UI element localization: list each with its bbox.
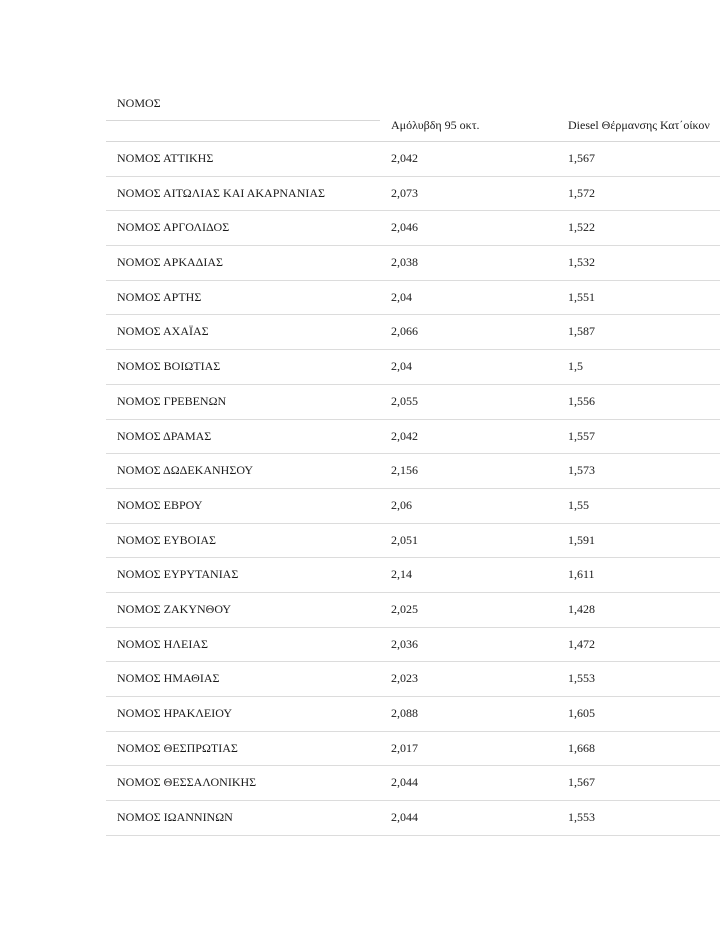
diesel-price-cell: 1,556 xyxy=(568,393,595,408)
diesel-price-cell: 1,5 xyxy=(568,359,583,374)
column-header-prefecture: ΝΟΜΟΣ xyxy=(117,96,161,110)
diesel-price-cell: 1,572 xyxy=(568,185,595,200)
table-row xyxy=(106,593,720,628)
unleaded-price-cell: 2,04 xyxy=(391,289,412,304)
unleaded-price-cell: 2,036 xyxy=(391,636,418,651)
prefecture-name-cell: ΝΟΜΟΣ ΗΛΕΙΑΣ xyxy=(117,636,208,651)
unleaded-price-cell: 2,042 xyxy=(391,428,418,443)
diesel-price-cell: 1,668 xyxy=(568,740,595,755)
table-body xyxy=(106,142,720,836)
table-row xyxy=(106,524,720,559)
diesel-price-cell: 1,553 xyxy=(568,810,595,825)
prefecture-name-cell: ΝΟΜΟΣ ΗΡΑΚΛΕΙΟΥ xyxy=(117,706,232,720)
diesel-price-cell: 1,557 xyxy=(568,428,595,443)
prefecture-name-cell: ΝΟΜΟΣ ΑΙΤΩΛΙΑΣ ΚΑΙ ΑΚΑΡΝΑΝΙΑΣ xyxy=(117,185,326,200)
unleaded-price-cell: 2,04 xyxy=(391,359,412,374)
diesel-price-cell: 1,472 xyxy=(568,636,595,651)
diesel-price-cell: 1,605 xyxy=(568,706,595,720)
table-row xyxy=(106,697,720,732)
diesel-price-cell: 1,567 xyxy=(568,151,595,165)
table-row xyxy=(106,385,720,420)
unleaded-price-cell: 2,14 xyxy=(391,567,412,582)
table-header xyxy=(106,90,720,142)
unleaded-price-cell: 2,06 xyxy=(391,497,412,512)
table-row xyxy=(106,246,720,281)
diesel-price-cell: 1,573 xyxy=(568,463,595,478)
column-header-heating-diesel: Diesel Θέρμανσης Κατ΄οίκον xyxy=(568,118,710,132)
table-row xyxy=(106,662,720,697)
table-row xyxy=(106,211,720,246)
table-row xyxy=(106,628,720,663)
table-row xyxy=(106,420,720,455)
diesel-price-cell: 1,587 xyxy=(568,324,595,339)
prefecture-name-cell: ΝΟΜΟΣ ΖΑΚΥΝΘΟΥ xyxy=(117,601,232,616)
diesel-price-cell: 1,567 xyxy=(568,775,595,790)
prefecture-name-cell: ΝΟΜΟΣ ΒΟΙΩΤΙΑΣ xyxy=(117,359,221,374)
table-row xyxy=(106,281,720,316)
prefecture-name-cell: ΝΟΜΟΣ ΘΕΣΠΡΩΤΙΑΣ xyxy=(117,740,238,755)
table-row xyxy=(106,489,720,524)
table-row xyxy=(106,350,720,385)
prefecture-name-cell: ΝΟΜΟΣ ΙΩΑΝΝΙΝΩΝ xyxy=(117,810,233,825)
diesel-price-cell: 1,591 xyxy=(568,532,595,547)
prefecture-name-cell: ΝΟΜΟΣ ΗΜΑΘΙΑΣ xyxy=(117,671,220,686)
diesel-price-cell: 1,611 xyxy=(568,567,595,582)
prefecture-name-cell: ΝΟΜΟΣ ΑΧΑΪΑΣ xyxy=(117,324,209,339)
prefecture-name-cell: ΝΟΜΟΣ ΑΡΚΑΔΙΑΣ xyxy=(117,255,224,270)
prefecture-name-cell: ΝΟΜΟΣ ΕΒΡΟΥ xyxy=(117,497,203,512)
table-row xyxy=(106,732,720,767)
diesel-price-cell: 1,553 xyxy=(568,671,595,686)
prefecture-name-cell: ΝΟΜΟΣ ΑΡΤΗΣ xyxy=(117,289,202,304)
prefecture-name-cell: ΝΟΜΟΣ ΕΥΡΥΤΑΝΙΑΣ xyxy=(117,567,239,582)
unleaded-price-cell: 2,038 xyxy=(391,255,418,270)
table-row xyxy=(106,454,720,489)
unleaded-price-cell: 2,066 xyxy=(391,324,418,339)
diesel-price-cell: 1,428 xyxy=(568,601,595,616)
prefecture-name-cell: ΝΟΜΟΣ ΕΥΒΟΙΑΣ xyxy=(117,532,216,547)
unleaded-price-cell: 2,042 xyxy=(391,151,418,165)
prefecture-name-cell: ΝΟΜΟΣ ΑΤΤΙΚΗΣ xyxy=(117,151,214,165)
unleaded-price-cell: 2,055 xyxy=(391,393,418,408)
unleaded-price-cell: 2,051 xyxy=(391,532,418,547)
table-row xyxy=(106,558,720,593)
column-header-unleaded-95: Αμόλυβδη 95 οκτ. xyxy=(391,118,480,132)
diesel-price-cell: 1,532 xyxy=(568,255,595,270)
unleaded-price-cell: 2,017 xyxy=(391,740,418,755)
prefecture-name-cell: ΝΟΜΟΣ ΓΡΕΒΕΝΩΝ xyxy=(117,393,227,408)
unleaded-price-cell: 2,044 xyxy=(391,810,418,825)
diesel-price-cell: 1,551 xyxy=(568,289,595,304)
diesel-price-cell: 1,55 xyxy=(568,497,589,512)
prefecture-name-cell: ΝΟΜΟΣ ΔΩΔΕΚΑΝΗΣΟΥ xyxy=(117,463,254,478)
table-row xyxy=(106,142,720,177)
prefecture-name-cell: ΝΟΜΟΣ ΑΡΓΟΛΙΔΟΣ xyxy=(117,220,230,235)
unleaded-price-cell: 2,025 xyxy=(391,601,418,616)
unleaded-price-cell: 2,023 xyxy=(391,671,418,686)
table-row xyxy=(106,177,720,212)
table-row xyxy=(106,766,720,801)
unleaded-price-cell: 2,046 xyxy=(391,220,418,235)
diesel-price-cell: 1,522 xyxy=(568,220,595,235)
table-row xyxy=(106,801,720,836)
prefecture-name-cell: ΝΟΜΟΣ ΘΕΣΣΑΛΟΝΙΚΗΣ xyxy=(117,775,257,790)
header-divider xyxy=(106,120,380,121)
unleaded-price-cell: 2,044 xyxy=(391,775,418,790)
table-row xyxy=(106,315,720,350)
unleaded-price-cell: 2,156 xyxy=(391,463,418,478)
unleaded-price-cell: 2,088 xyxy=(391,706,418,720)
prefecture-name-cell: ΝΟΜΟΣ ΔΡΑΜΑΣ xyxy=(117,428,212,443)
unleaded-price-cell: 2,073 xyxy=(391,185,418,200)
